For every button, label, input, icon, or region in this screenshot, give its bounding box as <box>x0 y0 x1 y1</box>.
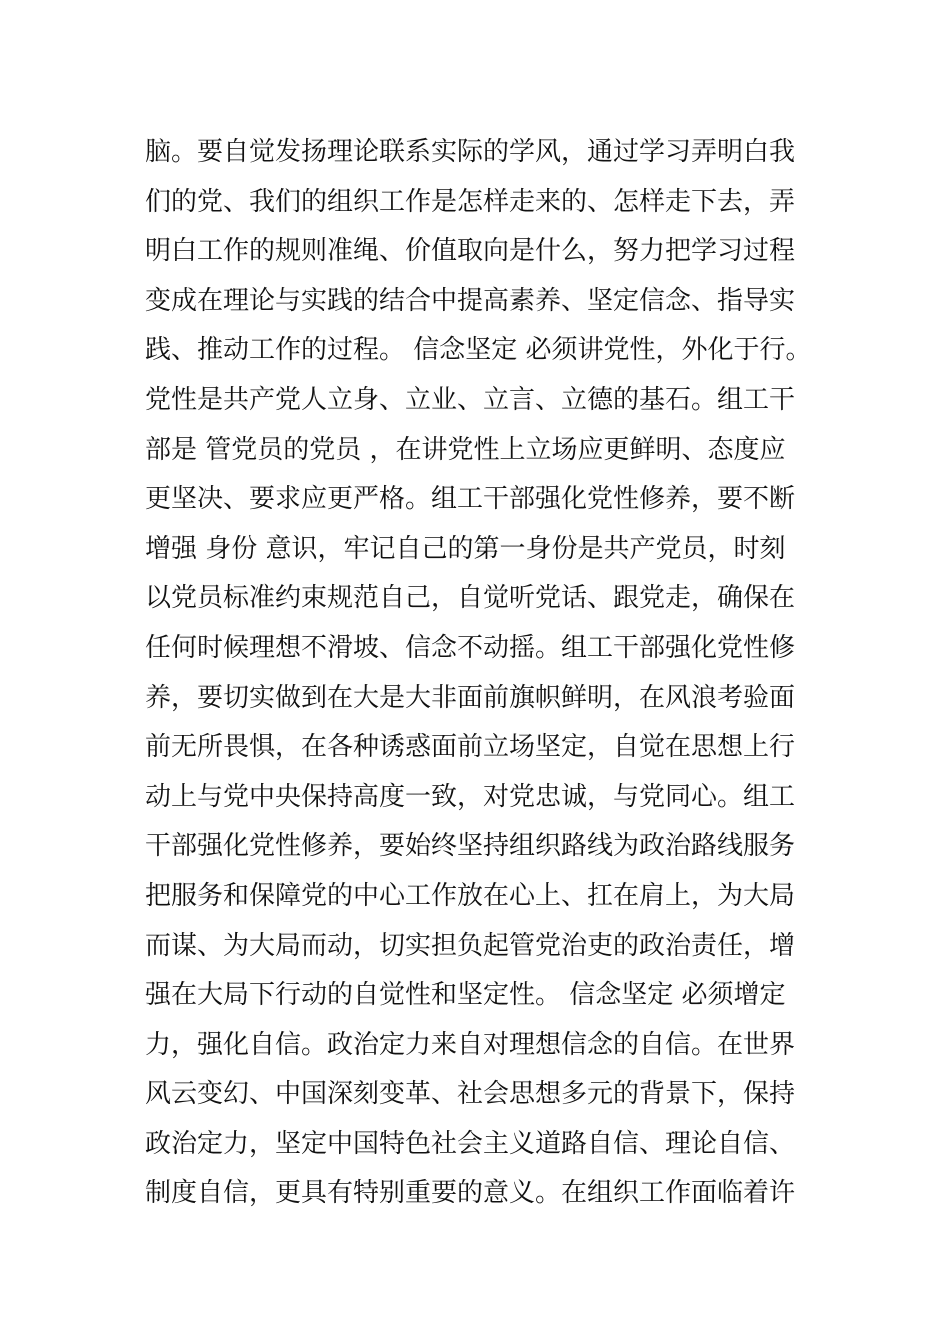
text-line: 明白工作的规则准绳、价值取向是什么，努力把学习过程 <box>145 236 796 267</box>
text-line: 更坚决、要求应更严格。组工干部强化党性修养，要不断 <box>145 484 796 515</box>
text-line: 强在大局下行动的自觉性和坚定性。 信念坚定 必须增定 <box>145 980 786 1011</box>
text-line: 动上与党中央保持高度一致，对党忠诚，与党同心。组工 <box>145 781 796 812</box>
text-line: 党性是共产党人立身、立业、立言、立德的基石。组工干 <box>145 384 796 415</box>
text-line: 脑。要自觉发扬理论联系实际的学风，通过学习弄明白我 <box>145 137 796 167</box>
text-line: 养，要切实做到在大是大非面前旗帜鲜明，在风浪考验面 <box>145 682 796 713</box>
body-text <box>145 128 825 1219</box>
text-line: 制度自信，更具有特别重要的意义。在组织工作面临着许 <box>145 1178 796 1209</box>
text-line: 践、推动工作的过程。 信念坚定 必须讲党性，外化于行。 <box>145 335 812 366</box>
text-line: 部是 管党员的党员 ，在讲党性上立场应更鲜明、态度应 <box>145 434 786 465</box>
text-line: 把服务和保障党的中心工作放在心上、扛在肩上，为大局 <box>145 880 796 911</box>
text-line: 干部强化党性修养，要始终坚持组织路线为政治路线服务 <box>145 831 796 862</box>
text-line: 增强 身份 意识，牢记自己的第一身份是共产党员，时刻 <box>145 533 786 564</box>
text-line: 们的党、我们的组织工作是怎样走来的、怎样走下去，弄 <box>145 186 796 217</box>
text-line: 前无所畏惧，在各种诱惑面前立场坚定，自觉在思想上行 <box>145 732 796 763</box>
text-line: 风云变幻、中国深刻变革、社会思想多元的背景下，保持 <box>145 1079 796 1110</box>
text-line: 力，强化自信。政治定力来自对理想信念的自信。在世界 <box>145 1029 796 1060</box>
text-line: 变成在理论与实践的结合中提高素养、坚定信念、指导实 <box>145 285 796 316</box>
text-line: 任何时候理想不滑坡、信念不动摇。组工干部强化党性修 <box>145 632 796 663</box>
text-line: 以党员标准约束规范自己，自觉听党话、跟党走，确保在 <box>145 583 796 614</box>
text-line: 政治定力，坚定中国特色社会主义道路自信、理论自信、 <box>145 1128 796 1159</box>
text-line: 而谋、为大局而动，切实担负起管党治吏的政治责任，增 <box>145 930 796 961</box>
